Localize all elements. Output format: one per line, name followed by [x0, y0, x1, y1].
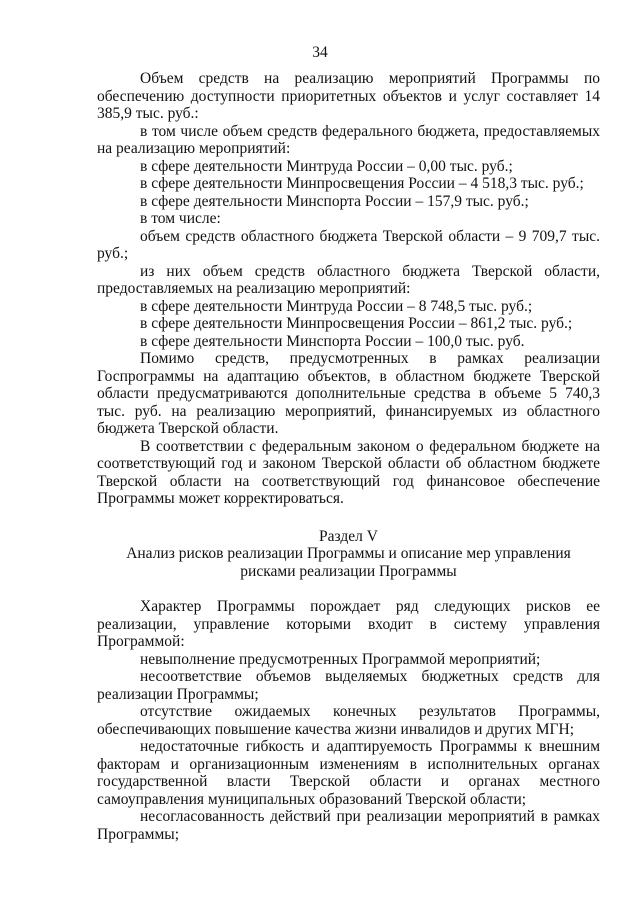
list-item-minsport-federal: в сфере деятельности Минспорта России – 157,9 тыс. руб.; — [140, 192, 529, 210]
document-body — [97, 70, 600, 843]
list-item-mintrud-federal: в сфере деятельности Минтруда России – 0,00 тыс. руб.; — [140, 157, 513, 175]
page-number: 34 — [312, 44, 328, 61]
list-item-minprosv-regional: в сфере деятельности Минпросвещения России – 861,2 тыс. руб.; — [140, 315, 573, 332]
list-item-minprosv-federal: в сфере деятельности Минпросвещения России – 4 518,3 тыс. руб.; — [140, 175, 584, 192]
paragraph-total-funding: Объем средств на реализацию мероприятий Программы по обеспечению доступности приоритетных объектов и услуг составляет 14 385,9 тыс. руб.: — [97, 70, 600, 122]
paragraph-risk-flexibility: недостаточные гибкость и адаптируемость Программы к внешним факторам и организационным изменениям в исполнительных органах государственной власти Тверской области и органах местного самоуправления муниципальных образований Тверской области; — [97, 738, 600, 808]
list-item-minsport-regional: в сфере деятельности Минспорта России – 100,0 тыс. руб. — [140, 332, 525, 350]
paragraph-federal-budget: в том числе объем средств федерального бюджета, предоставляемых на реализацию мероприятий: — [97, 122, 600, 157]
paragraph-risk-nonfulfillment: невыполнение предусмотренных Программой мероприятий; — [140, 650, 541, 668]
paragraph-risk-no-results: отсутствие ожидаемых конечных результатов Программы, обеспечивающих повышение качества жизни инвалидов и других МГН; — [97, 703, 600, 738]
list-item-mintrud-regional: в сфере деятельности Минтруда России – 8 748,5 тыс. руб.; — [140, 297, 533, 315]
paragraph-regional-budget: объем средств областного бюджета Тверской области – 9 709,7 тыс. руб.; — [97, 227, 600, 262]
paragraph-funding-adjustment: В соответствии с федеральным законом о федеральном бюджете на соответствующий год и законом Тверской области об областном бюджете Тверской области на соответствующий год финансовое обеспечение Программы может корректироваться. — [97, 437, 600, 507]
paragraph-additional-funds: Помимо средств, предусмотренных в рамках реализации Госпрограммы на адаптацию объектов, в областном бюджете Тверской области предусматриваются дополнительные средства в объеме 5 740,3 тыс. руб. на реализацию мероприятий, финансируемых из областного бюджета Тверской области. — [97, 350, 600, 437]
paragraph-risk-inconsistency: несогласованность действий при реализации мероприятий в рамках Программы; — [97, 808, 600, 843]
section-title-line1: Анализ рисков реализации Программы и описание мер управления — [126, 545, 571, 562]
paragraph-risk-budget-mismatch: несоответствие объемов выделяемых бюджетных средств для реализации Программы; — [97, 668, 600, 703]
list-item-including: в том числе: — [140, 210, 221, 227]
section-title-line2: рисками реализации Программы — [240, 562, 457, 580]
paragraph-regional-breakdown: из них объем средств областного бюджета Тверской области, предоставляемых на реализацию мероприятий: — [97, 262, 600, 297]
section-heading: Раздел V — [319, 527, 378, 545]
paragraph-risks-intro: Характер Программы порождает ряд следующих рисков ее реализации, управление которыми входит в систему управления Программой: — [97, 598, 600, 650]
